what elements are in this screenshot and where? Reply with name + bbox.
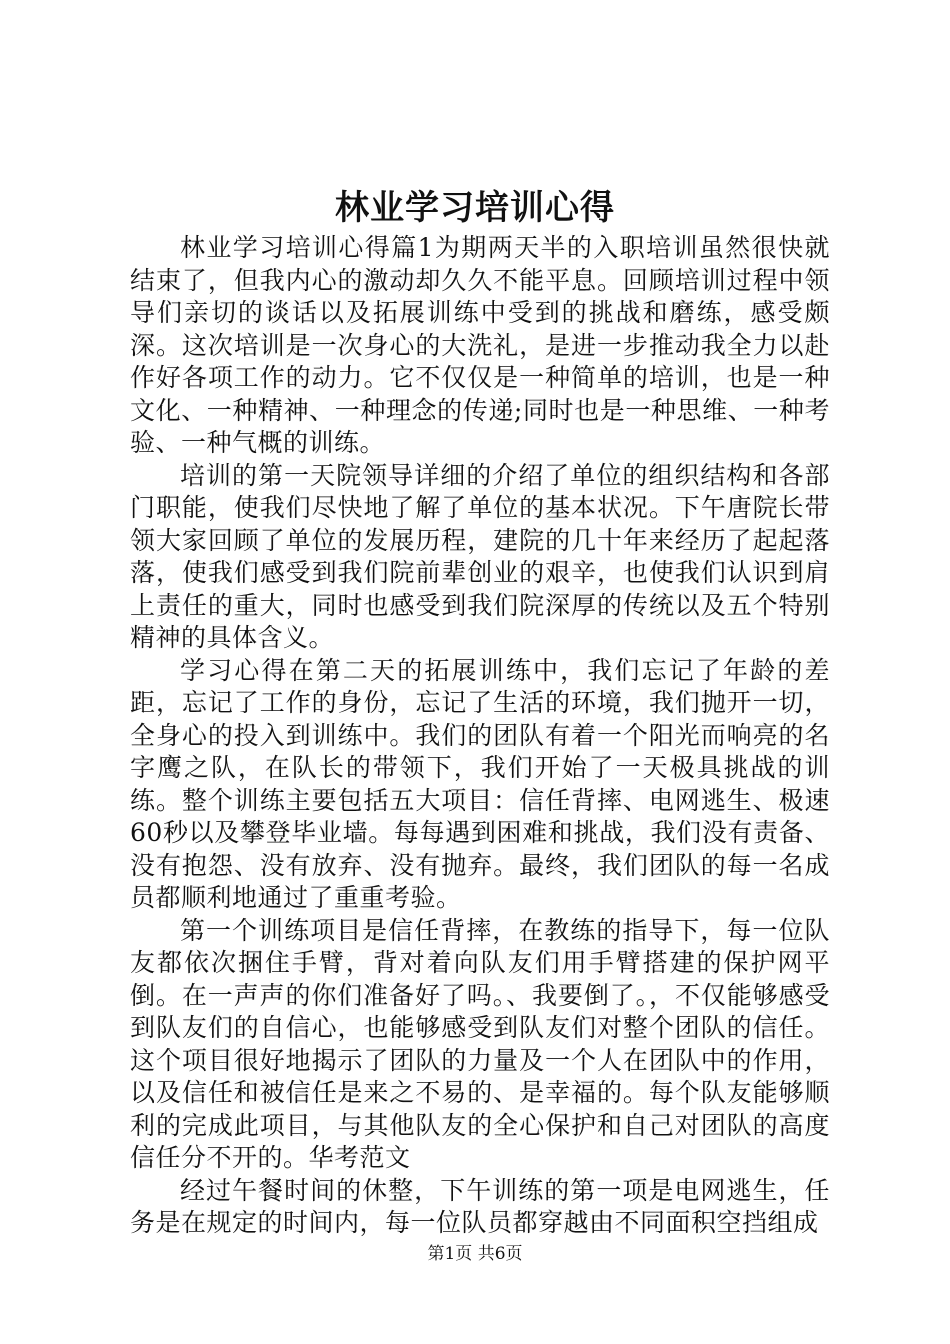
document-body	[130, 232, 830, 1240]
paragraph: 经过午餐时间的休整，下午训练的第一项是电网逃生，任务是在规定的时间内，每一位队员都穿越由不同面积空挡组成	[130, 1175, 830, 1237]
paragraph: 第一个训练项目是信任背摔，在教练的指导下，每一位队友都依次捆住手臂，背对着向队友们用手臂搭建的保护网平倒。在一声声的你们准备好了吗。、我要倒了。，不仅能够感受到队友们的自信心，也能够感受到队友们对整个团队的信任。这个项目很好地揭示了团队的力量及一个人在团队中的作用，以及信任和被信任是来之不易的、是幸福的。每个队友能够顺利的完成此项目，与其他队友的全心保护和自己对团队的高度信任分不开的。华考范文	[130, 915, 830, 1172]
paragraph: 学习心得在第二天的拓展训练中，我们忘记了年龄的差距，忘记了工作的身份，忘记了生活的环境，我们抛开一切，全身心的投入到训练中。我们的团队有着一个阳光而响亮的名字鹰之队，在队长的带领下，我们开始了一天极具挑战的训练。整个训练主要包括五大项目：信任背摔、电网逃生、极速60秒以及攀登毕业墙。每每遇到困难和挑战，我们没有责备、没有抱怨、没有放弃、没有抛弃。最终，我们团队的每一名成员都顺利地通过了重重考验。	[130, 655, 830, 912]
paragraph: 培训的第一天院领导详细的介绍了单位的组织结构和各部门职能，使我们尽快地了解了单位的基本状况。下午唐院长带领大家回顾了单位的发展历程，建院的几十年来经历了起起落落，使我们感受到我们院前辈创业的艰辛，也使我们认识到肩上责任的重大，同时也感受到我们院深厚的传统以及五个特别精神的具体含义。	[130, 460, 830, 652]
document-title: 林业学习培训心得	[335, 188, 615, 228]
page-footer: 第1页 共6页	[427, 1244, 523, 1264]
paragraph: 林业学习培训心得篇1为期两天半的入职培训虽然很快就结束了，但我内心的激动却久久不能平息。回顾培训过程中领导们亲切的谈话以及拓展训练中受到的挑战和磨练，感受颇深。这次培训是一次身心的大洗礼，是进一步推动我全力以赴作好各项工作的动力。它不仅仅是一种简单的培训，也是一种文化、一种精神、一种理念的传递;同时也是一种思维、一种考验、一种气概的训练。	[130, 233, 830, 457]
